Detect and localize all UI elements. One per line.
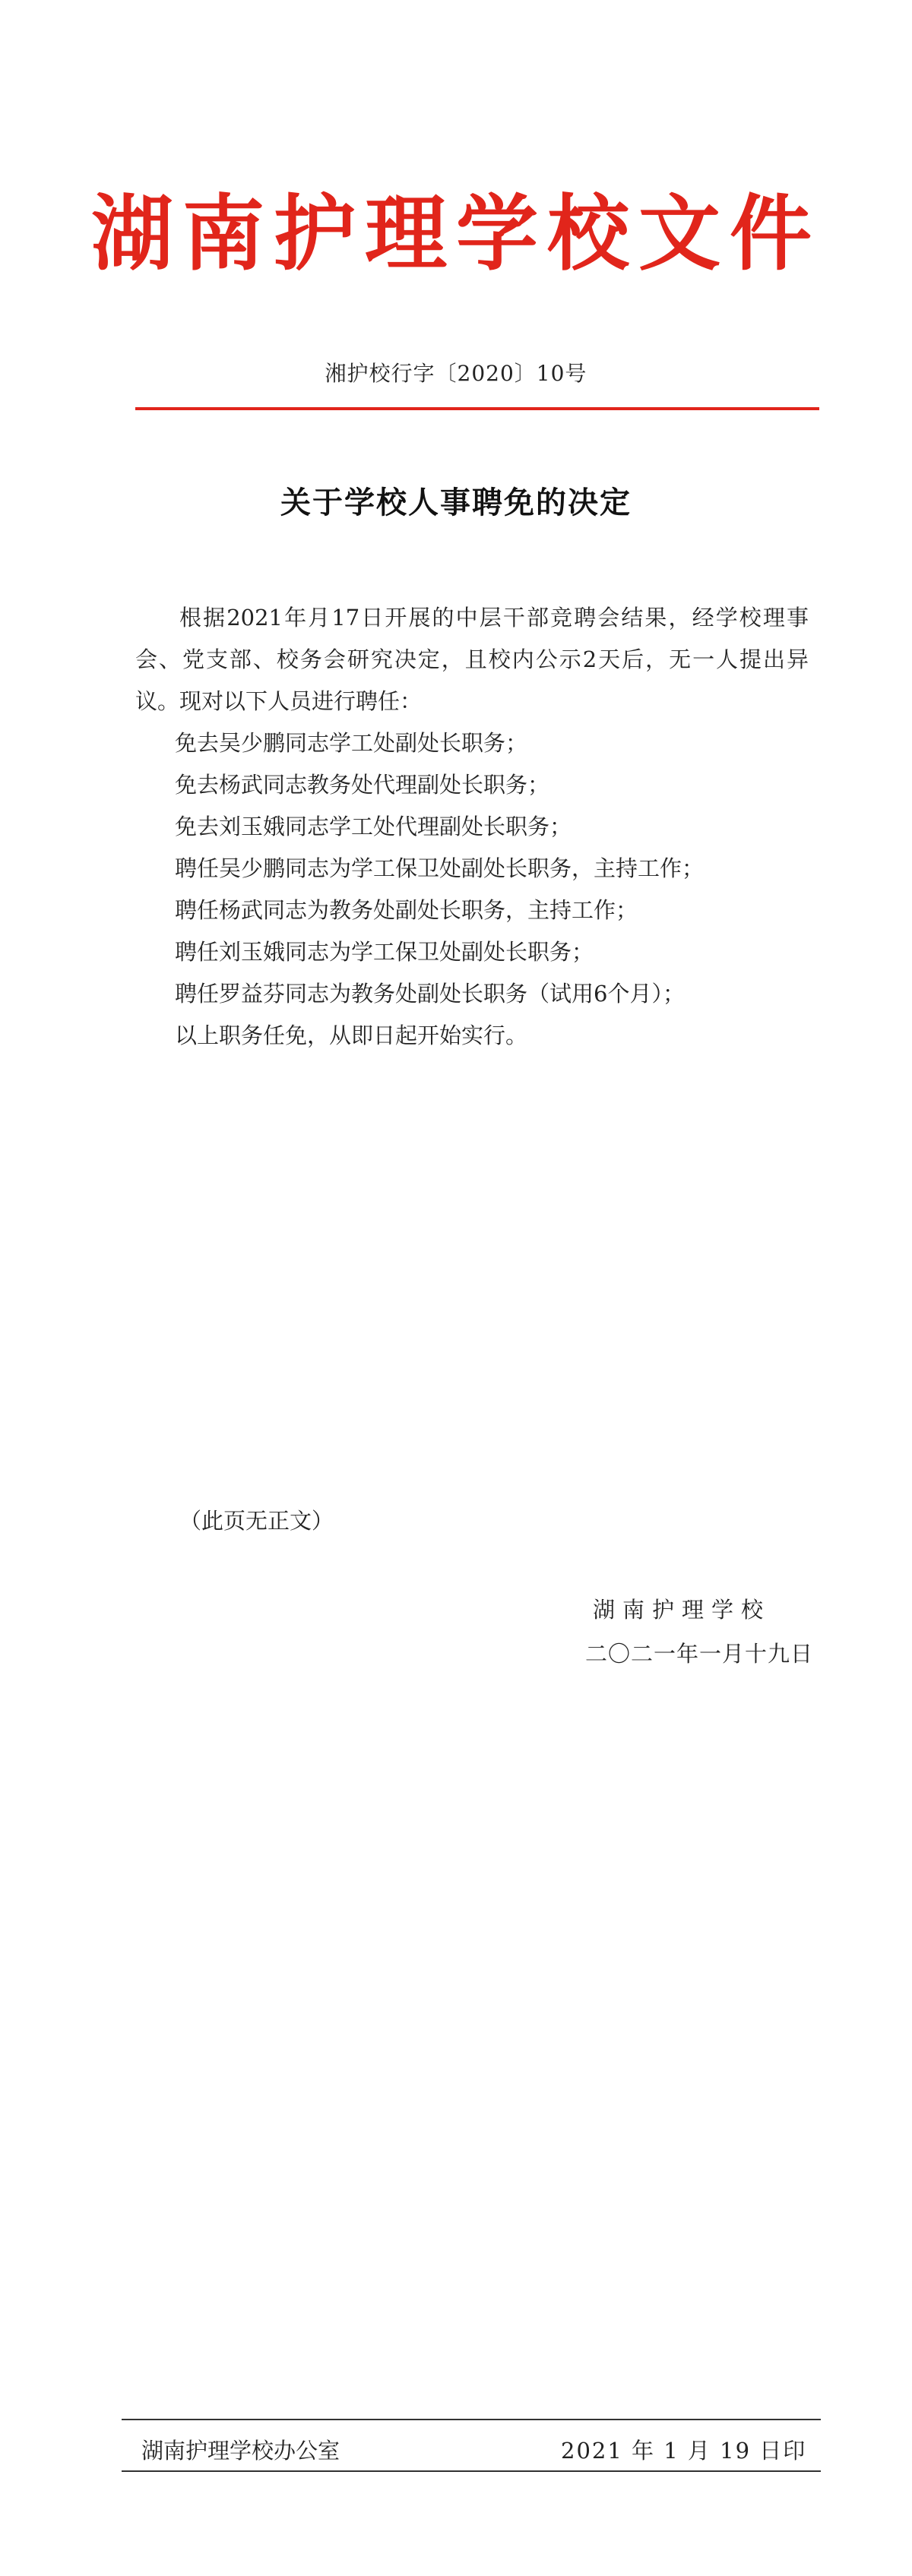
list-item: 聘任吴少鹏同志为学工保卫处副处长职务，主持工作； bbox=[175, 855, 705, 881]
intro-paragraph: 根据2021年月17日开展的中层干部竞聘会结果，经学校理事会、党支部、校务会研究决定，且校内公示2天后，无一人提出异议。现对以下人员进行聘任： bbox=[135, 605, 809, 714]
document-title: 关于学校人事聘免的决定 bbox=[280, 485, 632, 520]
footer-office: 湖南护理学校办公室 bbox=[141, 2438, 340, 2464]
list-item: 聘任杨武同志为教务处副处长职务，主持工作； bbox=[175, 897, 638, 923]
red-divider bbox=[135, 407, 819, 410]
footer-print-date: 2021 年 1 月 19 日印 bbox=[561, 2438, 807, 2464]
list-item: 免去杨武同志教务处代理副处长职务； bbox=[175, 772, 550, 798]
list-item: 免去吴少鹏同志学工处副处长职务； bbox=[175, 730, 528, 756]
no-body-note: （此页无正文） bbox=[179, 1508, 334, 1534]
footer-divider-top bbox=[122, 2419, 821, 2420]
document-body bbox=[135, 597, 809, 1057]
list-item: 聘任刘玉娥同志为学工保卫处副处长职务； bbox=[175, 939, 594, 965]
decision-list bbox=[135, 722, 809, 1057]
list-item: 以上职务任免，从即日起开始实行。 bbox=[175, 1022, 528, 1048]
list-item: 免去刘玉娥同志学工处代理副处长职务； bbox=[175, 814, 572, 839]
document-number: 湘护校行字〔2020〕10号 bbox=[325, 361, 587, 386]
signature-date: 二〇二一年一月十九日 bbox=[585, 1641, 814, 1667]
list-item: 聘任罗益芬同志为教务处副处长职务（试用6个月）； bbox=[175, 981, 685, 1007]
footer-divider-bottom bbox=[122, 2470, 821, 2472]
signature-org: 湖南护理学校 bbox=[593, 1597, 771, 1623]
org-title: 湖南护理学校文件 bbox=[90, 187, 821, 282]
